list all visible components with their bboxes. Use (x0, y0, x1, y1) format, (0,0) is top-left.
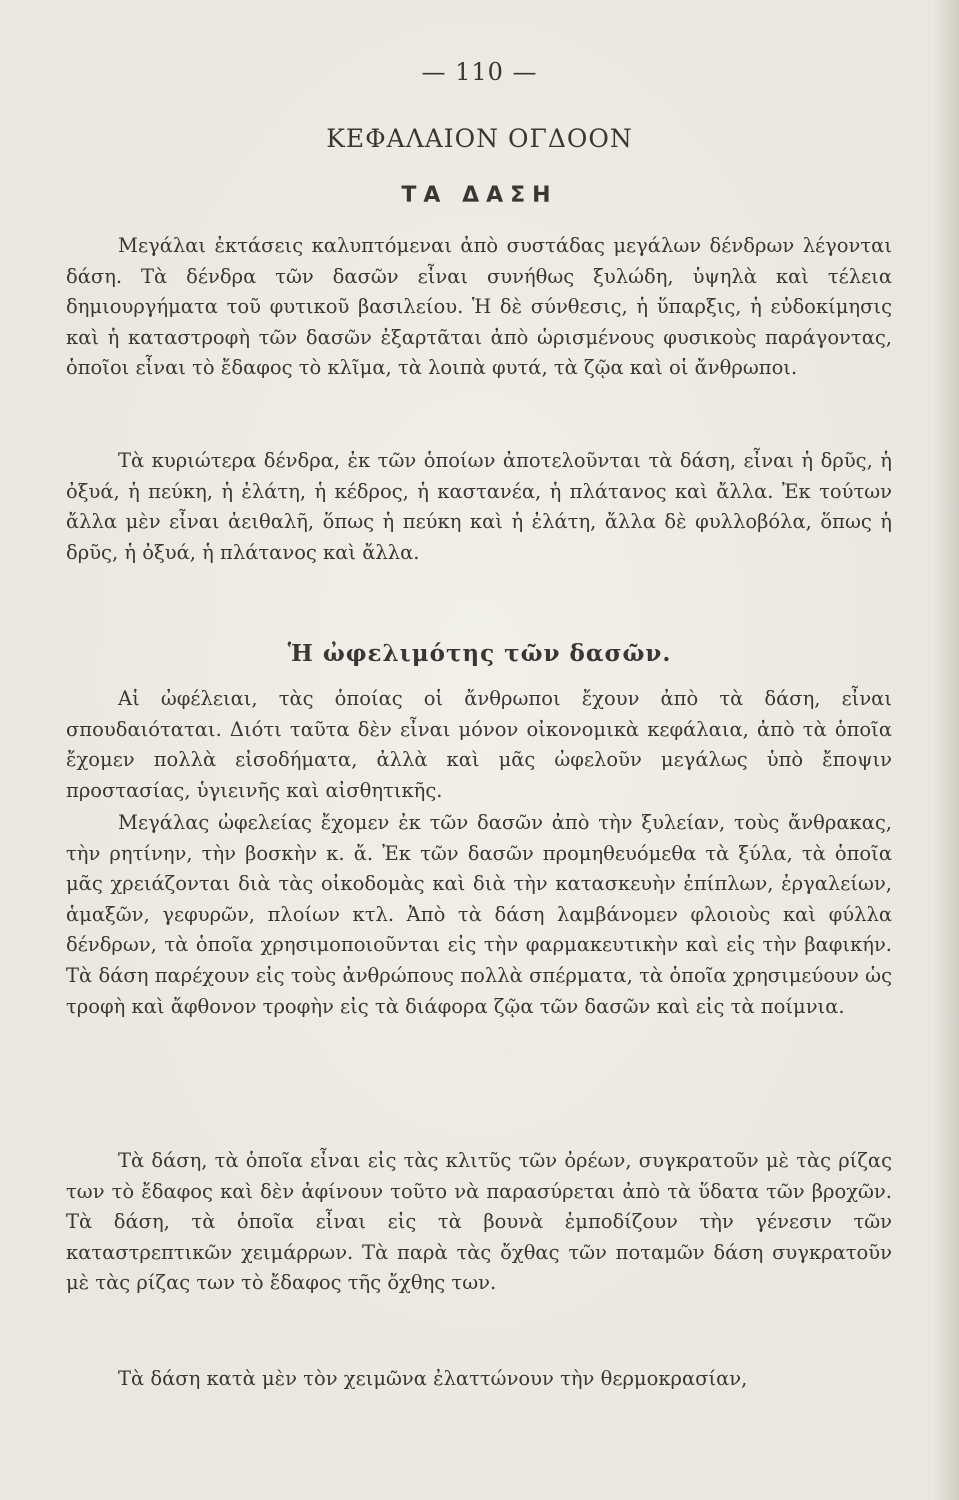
paragraph-4: Μεγάλας ὠφελείας ἔχομεν ἐκ τῶν δασῶν ἀπὸ τὴν ξυλείαν, τοὺς ἄνθρακας, τὴν ρητίνην, τὴν βοσκὴν κ. ἄ. Ἐκ τῶν δασῶν προμηθευόμεθα τὰ ξύλα, τὰ ὁποῖα μᾶς χρειάζονται διὰ τὰς οἰκοδομὰς καὶ διὰ τὴν κατασκευὴν ἐπίπλων, ἐργαλείων, ἁμαξῶν, γεφυρῶν, πλοίων κτλ. Ἀπὸ τὰ δάση λαμβάνομεν φλοιοὺς καὶ φύλλα δένδρων, τὰ ὁποῖα χρησιμοποιοῦνται εἰς τὴν φαρμακευτικὴν καὶ εἰς τὴν βαφικήν. Τὰ δάση παρέχουν εἰς τοὺς ἀνθρώπους πολλὰ σπέρματα, τὰ ὁποῖα χρησιμεύουν ὡς τροφὴ καὶ ἄφθονον τροφὴν εἰς τὰ διάφορα ζῷα τῶν δασῶν καὶ εἰς τὰ ποίμνια. (66, 811, 892, 1018)
paragraph-1: Μεγάλαι ἐκτάσεις καλυπτόμεναι ἀπὸ συστάδας μεγάλων δένδρων λέγονται δάση. Τὰ δένδρα τῶν δασῶν εἶναι συνήθως ξυλώδη, ὑψηλὰ καὶ τέλεια δημιουργήματα τοῦ φυτικοῦ βασιλείου. Ἡ δὲ σύνθεσις, ἡ ὕπαρξις, ἡ εὐδοκίμησις καὶ ἡ καταστροφὴ τῶν δασῶν ἐξαρτᾶται ἀπὸ ὡρισμένους φυσικοὺς παράγοντας, ὁποῖοι εἶναι τὸ ἔδαφος τὸ κλῖμα, τὰ λοιπὰ φυτά, τὰ ζῷα καὶ οἱ ἄνθρωποι. (66, 234, 892, 380)
paragraph-2: Τὰ κυριώτερα δένδρα, ἐκ τῶν ὁποίων ἀποτελοῦνται τὰ δάση, εἶναι ἡ δρῦς, ἡ ὀξυά, ἡ πεύκη, ἡ ἐλάτη, ἡ κέδρος, ἡ καστανέα, ἡ πλάτανος καὶ ἄλλα. Ἐκ τούτων ἄλλα μὲν εἶναι ἀειθαλῆ, ὅπως ἡ πεύκη καὶ ἡ ἐλάτη, ἄλλα δὲ φυλλοβόλα, ὅπως ἡ δρῦς, ἡ ὀξυά, ἡ πλάτανος καὶ ἄλλα. (66, 449, 892, 564)
subheading: Ἡ ὠφελιμότης τῶν δασῶν. (287, 640, 672, 667)
page-number: — 110 — (421, 58, 538, 86)
paragraph-6: Τὰ δάση κατὰ μὲν τὸν χειμῶνα ἐλαττώνουν τὴν θερμοκρασίαν, (118, 1367, 748, 1390)
section-title: ΤΑ ΔΑΣΗ (401, 183, 558, 208)
paragraph-3: Αἱ ὠφέλειαι, τὰς ὁποίας οἱ ἄνθρωποι ἔχουν ἀπὸ τὰ δάση, εἶναι σπουδαιόταται. Διότι ταῦτα δὲν εἶναι μόνον οἰκονομικὰ κεφάλαια, ἀπὸ τὰ ὁποῖα ἔχομεν πολλὰ εἰσοδήματα, ἀλλὰ καὶ μᾶς ὠφελοῦν μεγάλως ὑπὸ ἔποψιν προστασίας, ὑγιεινῆς καὶ αἰσθητικῆς. (66, 687, 892, 802)
chapter-title: ΚΕΦΑΛΑΙΟΝ ΟΓΔΟΟΝ (326, 124, 633, 153)
paragraph-5: Τὰ δάση, τὰ ὁποῖα εἶναι εἰς τὰς κλιτῦς τῶν ὀρέων, συγκρατοῦν μὲ τὰς ρίζας των τὸ ἔδαφος καὶ δὲν ἀφίνουν τοῦτο νὰ παρασύρεται ἀπὸ τὰ ὕδατα τῶν βροχῶν. Τὰ δάση, τὰ ὁποῖα εἶναι εἰς τὰ βουνὰ ἐμποδίζουν τὴν γένεσιν τῶν καταστρεπτικῶν χειμάρρων. Τὰ παρὰ τὰς ὄχθας τῶν ποταμῶν δάση συγκρατοῦν μὲ τὰς ρίζας των τὸ ἔδαφος τῆς ὄχθης των. (66, 1149, 892, 1295)
page-edge-shadow (933, 0, 959, 1500)
